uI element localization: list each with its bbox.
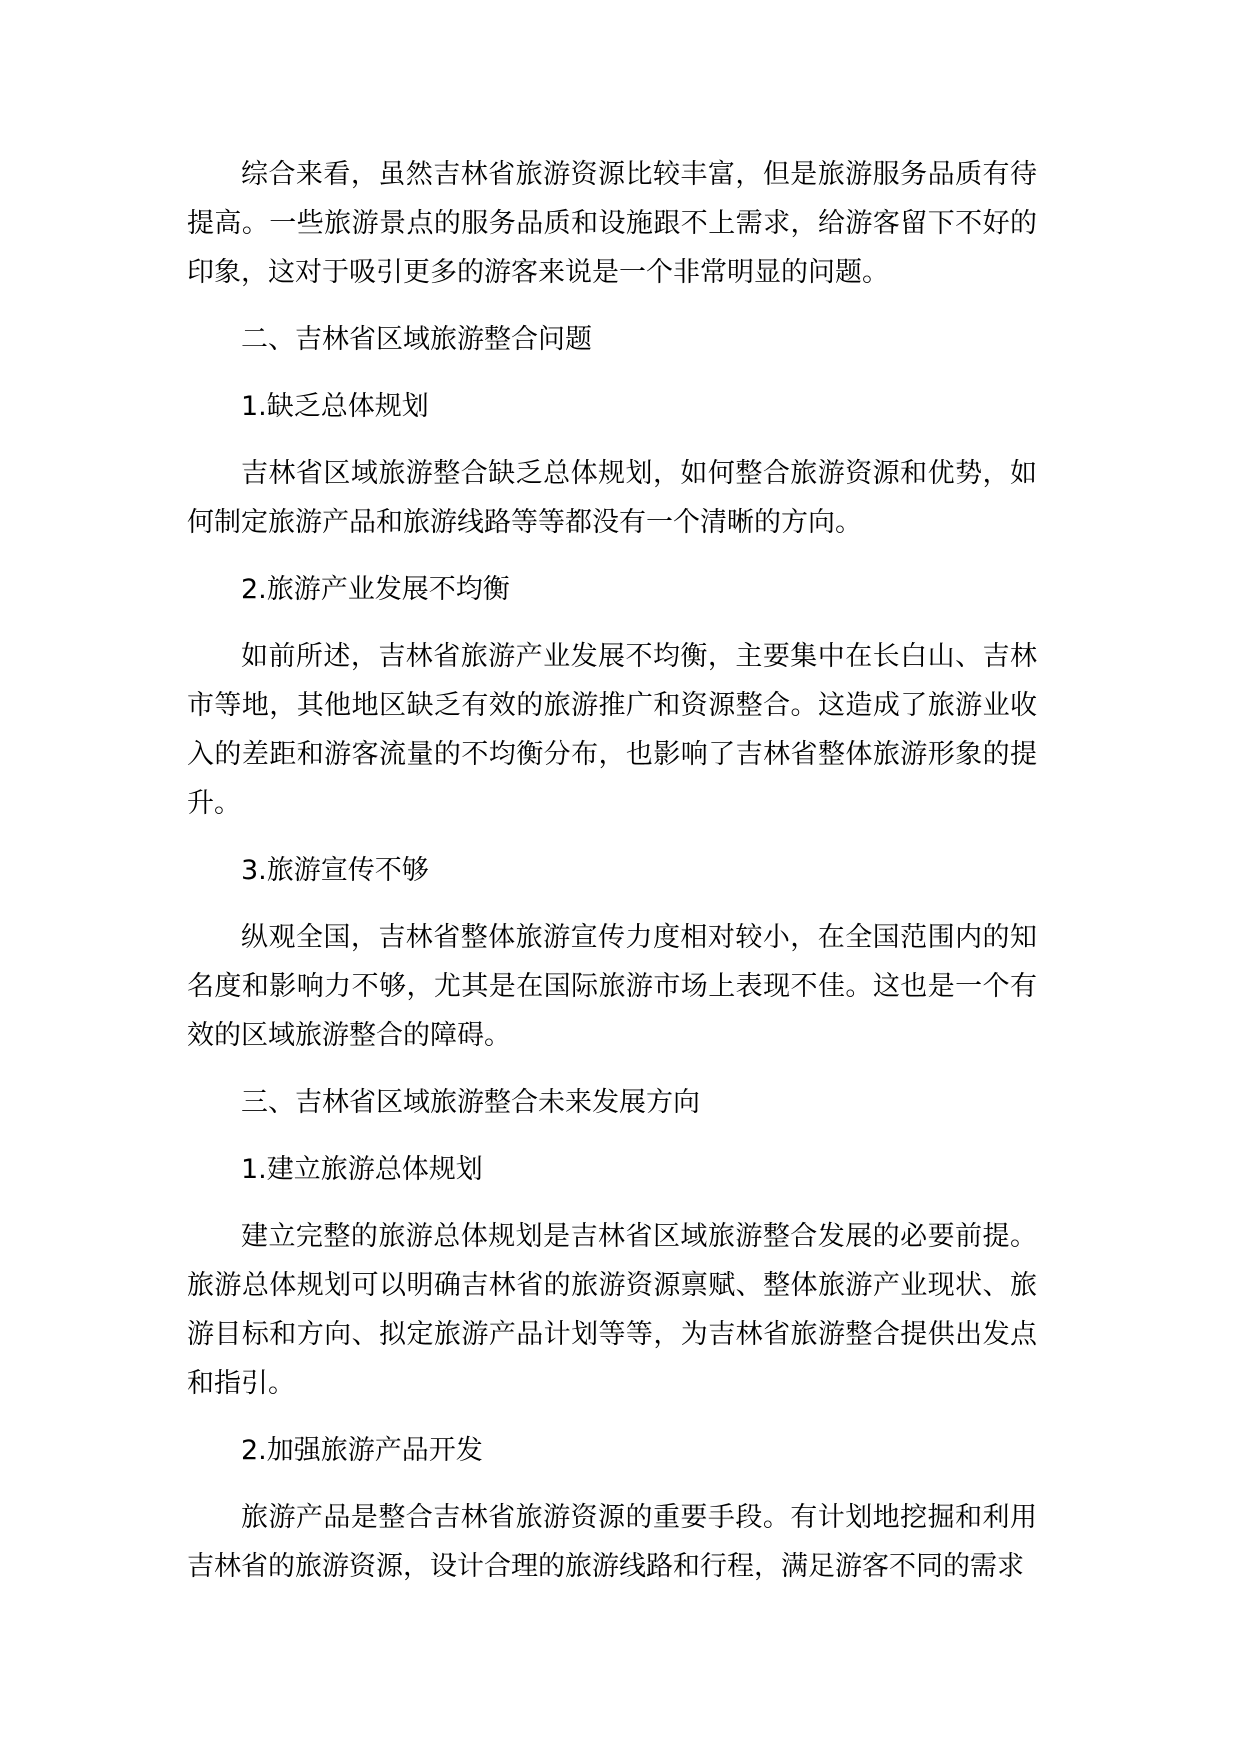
section-heading-3: 三、吉林省区域旅游整合未来发展方向 <box>241 1087 700 1118</box>
paragraph-3-1: 建立完整的旅游总体规划是吉林省区域旅游整合发展的必要前提。旅游总体规划可以明确吉林省的旅游资源禀赋、整体旅游产业现状、旅游目标和方向、拟定旅游产品计划等等，为吉林省旅游整合提供出发点和指引。 <box>187 1221 1037 1399</box>
paragraph-2-3: 纵观全国，吉林省整体旅游宣传力度相对较小，在全国范围内的知名度和影响力不够，尤其是在国际旅游市场上表现不佳。这也是一个有效的区域旅游整合的障碍。 <box>187 922 1037 1051</box>
document-body <box>187 150 1037 1609</box>
subheading-3-2: 2.加强旅游产品开发 <box>241 1435 483 1466</box>
paragraph-2-1: 吉林省区域旅游整合缺乏总体规划，如何整合旅游资源和优势，如何制定旅游产品和旅游线路等等都没有一个清晰的方向。 <box>187 458 1037 538</box>
paragraph-summary: 综合来看，虽然吉林省旅游资源比较丰富，但是旅游服务品质有待提高。一些旅游景点的服务品质和设施跟不上需求，给游客留下不好的印象，这对于吸引更多的游客来说是一个非常明显的问题。 <box>187 159 1037 288</box>
subheading-2-3: 3.旅游宣传不够 <box>241 855 429 886</box>
subheading-2-1: 1.缺乏总体规划 <box>241 391 429 422</box>
subheading-2-2: 2.旅游产业发展不均衡 <box>241 574 510 605</box>
paragraph-3-2: 旅游产品是整合吉林省旅游资源的重要手段。有计划地挖掘和利用吉林省的旅游资源，设计合理的旅游线路和行程，满足游客不同的需求 <box>187 1502 1037 1582</box>
paragraph-2-2: 如前所述，吉林省旅游产业发展不均衡，主要集中在长白山、吉林市等地，其他地区缺乏有效的旅游推广和资源整合。这造成了旅游业收入的差距和游客流量的不均衡分布，也影响了吉林省整体旅游形象的提升。 <box>187 641 1037 819</box>
subheading-3-1: 1.建立旅游总体规划 <box>241 1154 483 1185</box>
section-heading-2: 二、吉林省区域旅游整合问题 <box>241 324 592 355</box>
